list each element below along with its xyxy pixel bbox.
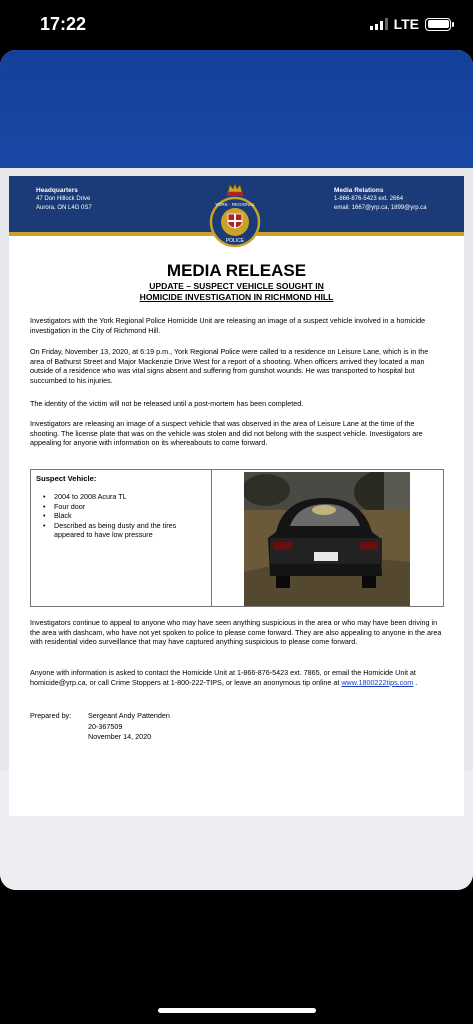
media-relations-email: email: 1667@yrp.ca, 1899@yrp.ca xyxy=(334,205,427,211)
headquarters-address-2: Aurora, ON L4G 0S7 xyxy=(36,205,92,211)
suspect-vehicle-photo xyxy=(244,472,410,606)
network-type: LTE xyxy=(393,16,419,32)
status-indicators xyxy=(370,16,451,32)
media-release-document[interactable] xyxy=(9,176,464,816)
list-item: • Described as being dusty and the tires appeared to have low pressure xyxy=(43,521,205,540)
prepared-by-badge: 20-367509 xyxy=(88,721,123,731)
headquarters-title: Headquarters xyxy=(36,187,78,194)
card-header-band xyxy=(0,50,473,168)
home-indicator[interactable] xyxy=(158,1008,316,1013)
media-relations-phone: 1-866-876-5423 ext. 2664 xyxy=(334,196,404,202)
subtitle-line-2: HOMICIDE INVESTIGATION IN RICHMOND HILL xyxy=(139,292,334,302)
suspect-vehicle-table xyxy=(30,469,444,607)
list-item: • Four door xyxy=(43,502,205,512)
image-viewer-card[interactable] xyxy=(0,50,473,890)
paragraph-vehicle-appeal: Investigators are releasing an image of a suspect vehicle that was observed in the area of Leisure Lane at the time of the shooting. The license plate that was on the vehicle was stolen and did not belong with the suspect vehicle. Investigators are appealing for anyone with information on its whereabouts to come forward. xyxy=(30,419,423,447)
crime-stoppers-link[interactable]: www.1800222tips.com xyxy=(341,677,414,687)
media-relations-block xyxy=(334,186,427,213)
paragraph-contact xyxy=(30,668,444,687)
paragraph-dashcam-appeal: Investigators continue to appeal to anyone who may have seen anything suspicious in the area or who may have been driving in the area with dashcam, who have not yet spoken to police to please come forward. They are also appealing to anyone in the area with residential video surveillance that may have captured anything suspicious to please come forward. xyxy=(30,618,442,646)
svg-text:POLICE: POLICE xyxy=(225,238,245,244)
paragraph-incident: On Friday, November 13, 2020, at 6:19 p.m., York Regional Police were called to a residence on Leisure Lane, which is in the area of Bathurst Street and Major Mackenzie Drive West for a report of a shooting. When officers arrived they located a man outside of a residence who was vital signs absent and suffering from gunshot wounds. He was transported to hospital but succumbed to his injuries. xyxy=(30,347,429,385)
headquarters-block xyxy=(36,186,92,213)
release-subtitle xyxy=(89,281,384,303)
media-relations-title: Media Relations xyxy=(334,187,384,194)
vehicle-details-list xyxy=(43,492,205,540)
headquarters-address-1: 47 Don Hillock Drive xyxy=(36,196,91,202)
release-title: MEDIA RELEASE xyxy=(166,261,307,280)
battery-icon xyxy=(425,18,451,31)
svg-text:YORK · REGIONAL: YORK · REGIONAL xyxy=(214,202,256,207)
table-divider xyxy=(211,470,212,606)
prepared-by-name: Sergeant Andy Pattenden xyxy=(88,711,170,720)
contact-text: Anyone with information is asked to contact the Homicide Unit at 1-866-876-5423 ext. 7865, or email the Homicide Unit at homicide@yrp.ca, or call Crime Stoppers at 1-800-222-TIPS, or leave an anonymous tip online at xyxy=(30,668,416,687)
paragraph-intro: Investigators with the York Regional Police Homicide Unit are releasing an image of a suspect vehicle involved in a homicide investigation in the City of Richmond Hill. xyxy=(30,316,426,335)
paragraph-victim-identity: The identity of the victim will not be released until a post-mortem has been completed. xyxy=(30,399,304,408)
prepared-by-date: November 14, 2020 xyxy=(88,732,152,741)
prepared-by-label: Prepared by: xyxy=(30,711,72,720)
status-bar xyxy=(0,0,473,50)
contact-text-end: . xyxy=(413,677,418,687)
subtitle-line-1: UPDATE – SUSPECT VEHICLE SOUGHT IN xyxy=(149,281,324,291)
prepared-by-block xyxy=(30,711,170,743)
list-item: • Black xyxy=(43,511,205,521)
vehicle-label: Suspect Vehicle: xyxy=(36,474,97,483)
status-time: 17:22 xyxy=(40,14,87,34)
signal-icon xyxy=(370,18,388,30)
list-item: • 2004 to 2008 Acura TL xyxy=(43,492,205,502)
police-crest-logo xyxy=(208,182,262,250)
